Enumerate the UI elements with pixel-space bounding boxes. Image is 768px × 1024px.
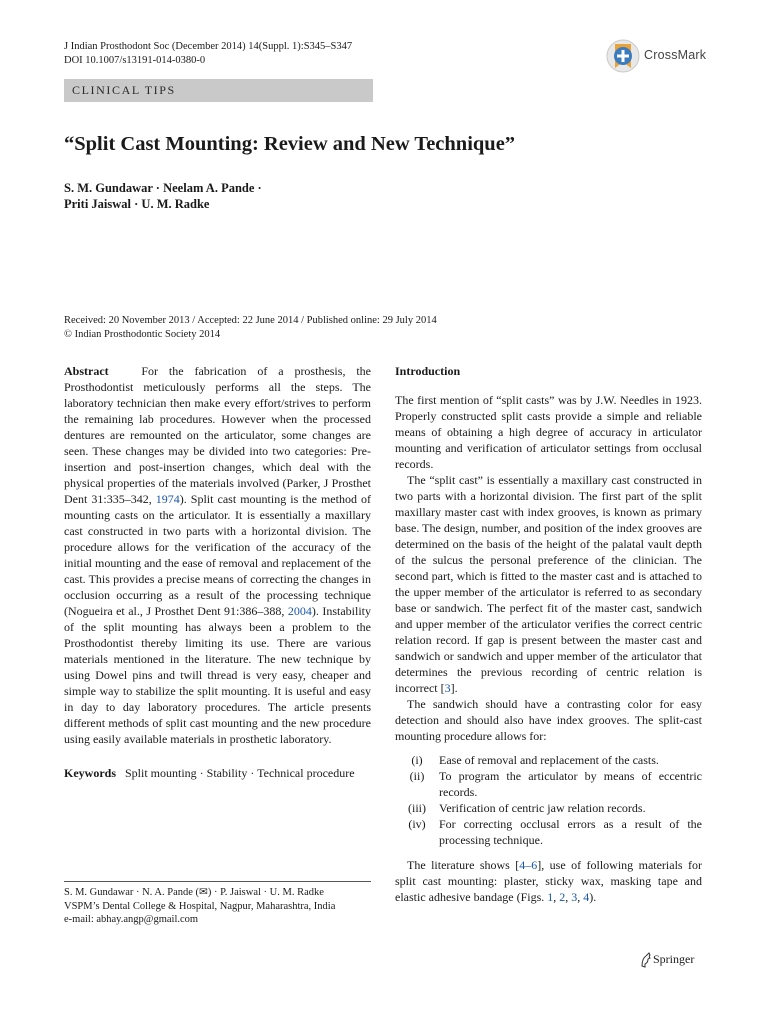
crossmark-icon (606, 38, 640, 74)
publisher-logo (640, 950, 706, 970)
crossmark-badge[interactable] (606, 38, 718, 74)
footnote-authors-pre: S. M. Gundawar · N. A. Pande ( (64, 887, 200, 898)
abstract-text-1: For the fabrication of a prosthesis, the Prosthodontist meticulously performs all the steps. The laboratory technician then make every effort/strives to perform the remaining lab procedures. However when the processed dentures are remounted on the articulator, some changes are seen. These changes may be divided into two categories: Pre-insertion and post-insertion changes, which deal with the physical properties of the materials involved (Parker, J Prosthet Dent 31:335–342, (64, 364, 371, 506)
footnote-divider (64, 881, 371, 882)
intro-paragraph-1: The first mention of “split casts” was by J.W. Needles in 1923. Properly constructed split casts provide a simple and reliable means of obtaining a high degree of accuracy in articulator mounting and verification of articulator settings from occlusal records. (395, 393, 702, 471)
list-item (395, 752, 702, 768)
author-list (64, 180, 262, 212)
section-banner (64, 79, 373, 102)
right-column (395, 363, 702, 905)
figure-link-4[interactable]: 4 (583, 890, 590, 904)
authors-line-2: Priti Jaiswal · U. M. Radke (64, 197, 210, 211)
footnote-authors-post: ) · P. Jaiswal · U. M. Radke (207, 887, 324, 898)
intro-p2-end: ]. (450, 681, 458, 695)
list-item-number: (ii) (409, 769, 425, 783)
journal-meta (64, 40, 352, 68)
list-item-text: For correcting occlusal errors as a result of the processing technique. (439, 817, 702, 847)
left-column (64, 363, 371, 781)
abstract-label: Abstract (64, 364, 109, 378)
author-affiliation-footnote (64, 886, 374, 927)
abstract-citation-1974[interactable]: 1974 (155, 492, 180, 506)
list-item (395, 800, 702, 816)
abstract-text-2: ). Split cast mounting is the method of mounting casts on the articulator. It is essentially a maxillary cast constructed in two parts with a horizontal division. The procedure allows for the verification of the accuracy of the initial mounting and the ease of removal and replacement of the cast. This provides a precise means of correcting the changes in occlusion occurring as a result of the processing technique (Nogueira et al., J Prosthet Dent 91:386–388, (64, 492, 372, 618)
list-item-number: (i) (411, 753, 423, 767)
footnote-affiliation: VSPM’s Dental College & Hospital, Nagpur, Maharashtra, India (64, 900, 336, 912)
figure-separator: , (553, 890, 560, 904)
authors-line-1: S. M. Gundawar · Neelam A. Pande · (64, 181, 262, 195)
citation-ref-4-6[interactable]: 4–6 (519, 858, 538, 872)
list-item-text: To program the articulator by means of eccentric records. (439, 769, 702, 799)
article-title: “Split Cast Mounting: Review and New Technique” (64, 133, 516, 155)
publisher-name: Springer (653, 952, 695, 966)
keywords-label: Keywords (64, 766, 116, 780)
list-item (395, 816, 702, 848)
springer-horse-icon (640, 952, 652, 968)
crossmark-label: CrossMark (644, 48, 707, 62)
keywords (64, 765, 371, 781)
figure-separator: , (577, 890, 584, 904)
intro-paragraph-4 (395, 857, 702, 905)
figure-link-2[interactable]: 2 (559, 890, 566, 904)
citation-ref-3[interactable]: 3 (444, 681, 451, 695)
list-item-text: Ease of removal and replacement of the casts. (439, 753, 659, 767)
abstract (64, 363, 371, 747)
intro-p4-text: The literature shows [ (407, 858, 520, 872)
figure-separator: , (565, 890, 572, 904)
footnote-email[interactable]: e-mail: abhay.angp@gmail.com (64, 914, 199, 925)
footnote-authors (64, 886, 374, 900)
intro-p4-end: ). (589, 890, 597, 904)
copyright: © Indian Prosthodontic Society 2014 (64, 329, 221, 340)
section-label: CLINICAL TIPS (72, 83, 176, 97)
intro-p4-mid: ], use of following materials for split cast mounting: plaster, sticky wax, masking tape and elastic adhesive bandage (Figs. (395, 858, 703, 904)
intro-paragraph-3: The sandwich should have a contrasting color for easy detection and should also have index grooves. The split-cast mounting procedure allows for: (395, 697, 702, 743)
list-item-number: (iv) (408, 817, 426, 831)
received-dates: Received: 20 November 2013 / Accepted: 22 June 2014 / Published online: 29 July 2014 (64, 315, 437, 326)
keywords-text: Split mounting · Stability · Technical procedure (125, 766, 355, 780)
abstract-citation-2004[interactable]: 2004 (287, 604, 312, 618)
intro-p2-text: The “split cast” is essentially a maxillary cast constructed in two parts with a horizontal division. The first part of the split maxillary master cast with index grooves, is known as primary base. The design, number, and position of the index grooves are determined on the basis of the height of the palatal vault depth of the sulcus the personal preference of the clinician. The second part, which is fitted to the master cast and is attached to the upper member of the articulator is referred to as secondary base or sandwich. The perfect fit of the master cast, sandwich and upper member of the articulator verifies the correct centric relation record. If gap is present between the master cast and sandwich or sandwich and upper member of the articulator that determines the previous recording of centric relation is incorrect [ (395, 473, 702, 695)
list-item (395, 768, 702, 800)
envelope-icon: ✉ (199, 887, 208, 898)
figure-link-1[interactable]: 1 (547, 890, 554, 904)
list-item-number: (iii) (408, 801, 426, 815)
journal-citation: J Indian Prosthodont Soc (December 2014) 14(Suppl. 1):S345–S347 (64, 41, 353, 52)
list-item-text: Verification of centric jaw relation records. (439, 801, 646, 815)
abstract-text-3: ). Instability of the split mounting has always been a problem to the Prosthodontist thereby limiting its use. There are various materials mentioned in the literature. The new technique by using Dowel pins and twill thread is very easy, cheaper and simple way to stabilize the split mounting. It is useful and easy in day to day laboratory procedures. The article presents different methods of split cast mounting and the new procedure using easily available materials in prosthetic laboratory. (64, 604, 371, 746)
intro-paragraph-2 (395, 472, 702, 696)
procedure-list (395, 752, 702, 848)
publication-history (64, 314, 437, 342)
doi[interactable]: DOI 10.1007/s13191-014-0380-0 (64, 55, 206, 66)
introduction-heading: Introduction (395, 364, 461, 378)
figure-link-3[interactable]: 3 (571, 890, 578, 904)
